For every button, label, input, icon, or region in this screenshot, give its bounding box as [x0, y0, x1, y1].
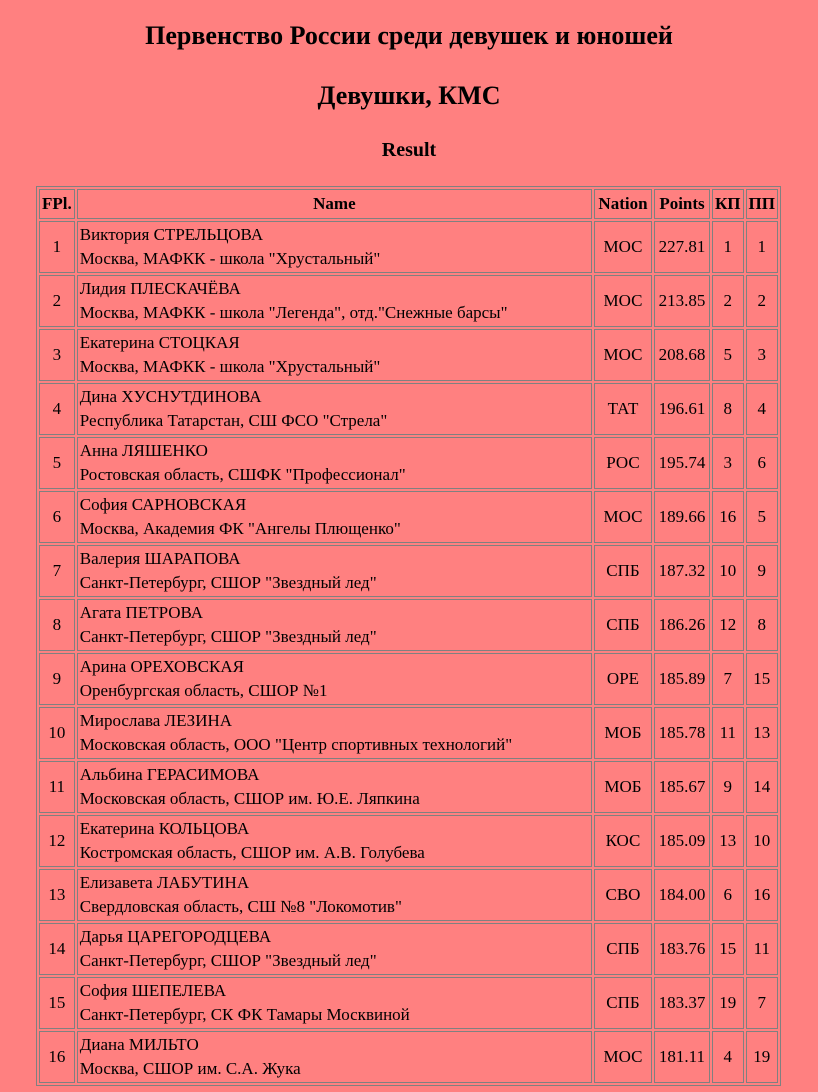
column-header-short-program: КП [712, 189, 744, 219]
table-row [39, 761, 778, 813]
points-cell: 187.32 [654, 545, 710, 597]
nation-cell: СВО [594, 869, 652, 921]
athlete-club: Санкт-Петербург, СШОР "Звездный лед" [79, 951, 377, 970]
short-program-place-cell: 15 [712, 923, 744, 975]
place-cell: 9 [39, 653, 75, 705]
athlete-name: София САРНОВСКАЯ [79, 495, 247, 514]
place-cell: 3 [39, 329, 75, 381]
table-row [39, 437, 778, 489]
athlete-club: Республика Татарстан, СШ ФСО "Стрела" [79, 411, 388, 430]
athlete-cell [77, 653, 592, 705]
short-program-place-cell: 11 [712, 707, 744, 759]
athlete-name: Агата ПЕТРОВА [79, 603, 204, 622]
athlete-cell [77, 275, 592, 327]
athlete-club: Москва, МАФКК - школа "Хрустальный" [79, 357, 381, 376]
athlete-name: Дарья ЦАРЕГОРОДЦЕВА [79, 927, 272, 946]
athlete-name: Диана МИЛЬТО [79, 1035, 199, 1054]
short-program-place-cell: 5 [712, 329, 744, 381]
points-cell: 227.81 [654, 221, 710, 273]
place-cell: 6 [39, 491, 75, 543]
short-program-place-cell: 16 [712, 491, 744, 543]
free-program-place-cell: 6 [746, 437, 778, 489]
athlete-club: Свердловская область, СШ №8 "Локомотив" [79, 897, 402, 916]
place-cell: 13 [39, 869, 75, 921]
results-table-body [39, 221, 778, 1083]
athlete-club: Санкт-Петербург, СК ФК Тамары Москвиной [79, 1005, 410, 1024]
athlete-cell [77, 437, 592, 489]
table-row [39, 221, 778, 273]
free-program-place-cell: 8 [746, 599, 778, 651]
place-cell: 2 [39, 275, 75, 327]
points-cell: 186.26 [654, 599, 710, 651]
athlete-club: Москва, МАФКК - школа "Легенда", отд."Снежные барсы" [79, 303, 508, 322]
points-cell: 184.00 [654, 869, 710, 921]
free-program-place-cell: 15 [746, 653, 778, 705]
athlete-club: Московская область, СШОР им. Ю.Е. Ляпкина [79, 789, 420, 808]
short-program-place-cell: 13 [712, 815, 744, 867]
athlete-cell [77, 815, 592, 867]
free-program-place-cell: 2 [746, 275, 778, 327]
short-program-place-cell: 7 [712, 653, 744, 705]
place-cell: 10 [39, 707, 75, 759]
place-cell: 12 [39, 815, 75, 867]
nation-cell: СПБ [594, 545, 652, 597]
short-program-place-cell: 4 [712, 1031, 744, 1083]
athlete-cell [77, 977, 592, 1029]
free-program-place-cell: 1 [746, 221, 778, 273]
nation-cell: ТАТ [594, 383, 652, 435]
free-program-place-cell: 3 [746, 329, 778, 381]
athlete-cell [77, 599, 592, 651]
athlete-club: Оренбургская область, СШОР №1 [79, 681, 328, 700]
column-header-points: Points [654, 189, 710, 219]
nation-cell: КОС [594, 815, 652, 867]
points-cell: 183.37 [654, 977, 710, 1029]
nation-cell: РОС [594, 437, 652, 489]
short-program-place-cell: 2 [712, 275, 744, 327]
column-header-name: Name [77, 189, 592, 219]
short-program-place-cell: 8 [712, 383, 744, 435]
short-program-place-cell: 19 [712, 977, 744, 1029]
athlete-name: Арина ОРЕХОВСКАЯ [79, 657, 244, 676]
table-row [39, 707, 778, 759]
points-cell: 213.85 [654, 275, 710, 327]
nation-cell: МОБ [594, 761, 652, 813]
athlete-name: Анна ЛЯШЕНКО [79, 441, 208, 460]
table-header-row [39, 189, 778, 219]
table-row [39, 653, 778, 705]
section-heading: Result [381, 139, 437, 161]
short-program-place-cell: 9 [712, 761, 744, 813]
athlete-cell [77, 1031, 592, 1083]
place-cell: 4 [39, 383, 75, 435]
athlete-club: Москва, Академия ФК "Ангелы Плющенко" [79, 519, 401, 538]
athlete-name: София ШЕПЕЛЕВА [79, 981, 227, 1000]
points-cell: 185.09 [654, 815, 710, 867]
free-program-place-cell: 16 [746, 869, 778, 921]
nation-cell: МОС [594, 329, 652, 381]
place-cell: 16 [39, 1031, 75, 1083]
free-program-place-cell: 9 [746, 545, 778, 597]
free-program-place-cell: 13 [746, 707, 778, 759]
points-cell: 185.89 [654, 653, 710, 705]
athlete-cell [77, 545, 592, 597]
athlete-club: Московская область, ООО "Центр спортивных технологий" [79, 735, 513, 754]
athlete-name: Екатерина КОЛЬЦОВА [79, 819, 250, 838]
athlete-name: Елизавета ЛАБУТИНА [79, 873, 250, 892]
athlete-name: Валерия ШАРАПОВА [79, 549, 241, 568]
athlete-cell [77, 491, 592, 543]
nation-cell: МОС [594, 221, 652, 273]
table-row [39, 599, 778, 651]
page-title: Первенство России среди девушек и юношей [145, 21, 673, 50]
points-cell: 189.66 [654, 491, 710, 543]
place-cell: 5 [39, 437, 75, 489]
points-cell: 196.61 [654, 383, 710, 435]
athlete-name: Альбина ГЕРАСИМОВА [79, 765, 260, 784]
free-program-place-cell: 4 [746, 383, 778, 435]
athlete-name: Лидия ПЛЕСКАЧЁВА [79, 279, 241, 298]
athlete-name: Дина ХУСНУТДИНОВА [79, 387, 262, 406]
free-program-place-cell: 5 [746, 491, 778, 543]
place-cell: 1 [39, 221, 75, 273]
category-title: Девушки, КМС [317, 81, 501, 110]
points-cell: 185.78 [654, 707, 710, 759]
column-header-free-program: ПП [746, 189, 778, 219]
place-cell: 15 [39, 977, 75, 1029]
nation-cell: СПБ [594, 977, 652, 1029]
athlete-name: Мирослава ЛЕЗИНА [79, 711, 233, 730]
free-program-place-cell: 11 [746, 923, 778, 975]
place-cell: 14 [39, 923, 75, 975]
short-program-place-cell: 12 [712, 599, 744, 651]
athlete-club: Москва, МАФКК - школа "Хрустальный" [79, 249, 381, 268]
athlete-cell [77, 383, 592, 435]
table-row [39, 275, 778, 327]
short-program-place-cell: 6 [712, 869, 744, 921]
athlete-cell [77, 869, 592, 921]
athlete-cell [77, 923, 592, 975]
athlete-club: Костромская область, СШОР им. А.В. Голубева [79, 843, 425, 862]
athlete-cell [77, 221, 592, 273]
table-row [39, 383, 778, 435]
table-row [39, 923, 778, 975]
nation-cell: МОС [594, 1031, 652, 1083]
short-program-place-cell: 1 [712, 221, 744, 273]
column-header-nation: Nation [594, 189, 652, 219]
table-row [39, 491, 778, 543]
athlete-cell [77, 329, 592, 381]
athlete-club: Ростовская область, СШФК "Профессионал" [79, 465, 406, 484]
place-cell: 8 [39, 599, 75, 651]
free-program-place-cell: 10 [746, 815, 778, 867]
athlete-name: Екатерина СТОЦКАЯ [79, 333, 240, 352]
results-table [36, 186, 781, 1086]
column-header-place: FPl. [39, 189, 75, 219]
nation-cell: МОС [594, 491, 652, 543]
free-program-place-cell: 14 [746, 761, 778, 813]
short-program-place-cell: 3 [712, 437, 744, 489]
table-row [39, 869, 778, 921]
athlete-name: Виктория СТРЕЛЬЦОВА [79, 225, 264, 244]
nation-cell: ОРЕ [594, 653, 652, 705]
points-cell: 181.11 [654, 1031, 710, 1083]
points-cell: 185.67 [654, 761, 710, 813]
table-row [39, 977, 778, 1029]
table-row [39, 1031, 778, 1083]
table-row [39, 329, 778, 381]
nation-cell: МОБ [594, 707, 652, 759]
free-program-place-cell: 7 [746, 977, 778, 1029]
place-cell: 7 [39, 545, 75, 597]
nation-cell: СПБ [594, 923, 652, 975]
athlete-club: Москва, СШОР им. С.А. Жука [79, 1059, 301, 1078]
points-cell: 195.74 [654, 437, 710, 489]
table-row [39, 815, 778, 867]
table-row [39, 545, 778, 597]
short-program-place-cell: 10 [712, 545, 744, 597]
place-cell: 11 [39, 761, 75, 813]
free-program-place-cell: 19 [746, 1031, 778, 1083]
athlete-club: Санкт-Петербург, СШОР "Звездный лед" [79, 627, 377, 646]
nation-cell: СПБ [594, 599, 652, 651]
points-cell: 183.76 [654, 923, 710, 975]
athlete-club: Санкт-Петербург, СШОР "Звездный лед" [79, 573, 377, 592]
athlete-cell [77, 707, 592, 759]
points-cell: 208.68 [654, 329, 710, 381]
athlete-cell [77, 761, 592, 813]
nation-cell: МОС [594, 275, 652, 327]
